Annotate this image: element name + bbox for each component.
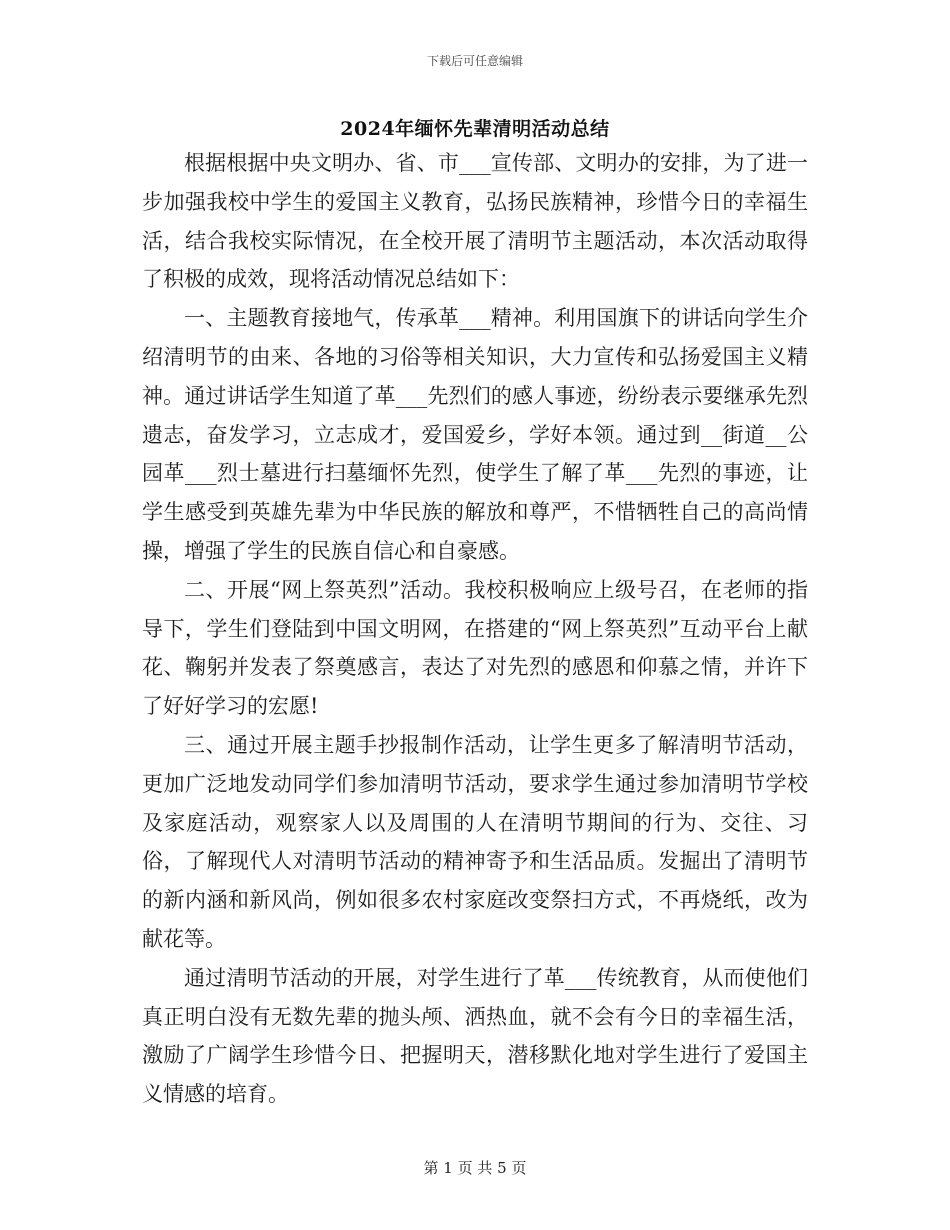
document-title: 2024年缅怀先辈清明活动总结 (340, 118, 610, 140)
paragraph-section-3: 三、通过开展主题手抄报制作活动，让学生更多了解清明节活动，更加广泛地发动同学们参加清明节活动，要求学生通过参加清明节学校及家庭活动，观察家人以及周围的人在清明节期间的行为、交往、习俗，了解现代人对清明节活动的精神寄予和生活品质。发掘出了清明节的新内涵和新风尚，例如很多农村家庭改变祭扫方式，不再烧纸，改为献花等。 (142, 732, 808, 951)
page-number: 第 1 页 共 5 页 (423, 1159, 527, 1177)
paragraph-intro: 根据根据中央文明办、省、市___宣传部、文明办的安排，为了进一步加强我校中学生的爱国主义教育，弘扬民族精神，珍惜今日的幸福生活，结合我校实际情况，在全校开展了清明节主题活动，本次活动取得了积极的成效，现将活动情况总结如下： (142, 151, 808, 292)
paragraph-conclusion: 通过清明节活动的开展，对学生进行了革___传统教育，从而使他们真正明白没有无数先辈的抛头颅、洒热血，就不会有今日的幸福生活，激励了广阔学生珍惜今日、把握明天，潜移默化地对学生进行了爱国主义情感的培育。 (142, 965, 808, 1107)
header-note: 下载后可任意编辑 (426, 54, 523, 68)
paragraph-section-2: 二、开展“网上祭英烈”活动。我校积极响应上级号召，在老师的指导下，学生们登陆到中国文明网，在搭建的“网上祭英烈”互动平台上献花、鞠躬并发表了祭奠感言，表达了对先烈的感恩和仰慕之情，并许下了好好学习的宏愿! (142, 577, 808, 719)
paragraph-section-1: 一、主题教育接地气，传承革___精神。利用国旗下的讲话向学生介绍清明节的由来、各地的习俗等相关知识，大力宣传和弘扬爱国主义精神。通过讲话学生知道了革___先烈们的感人事迹，纷纷表示要继承先烈遗志，奋发学习，立志成才，爱国爱乡，学好本领。通过到__街道__公园革___烈士墓进行扫墓缅怀先烈，使学生了解了革___先烈的事迹，让学生感受到英雄先辈为中华民族的解放和尊严，不惜牺牲自己的高尚情操，增强了学生的民族自信心和自豪感。 (142, 306, 808, 563)
document-body (142, 144, 808, 1114)
